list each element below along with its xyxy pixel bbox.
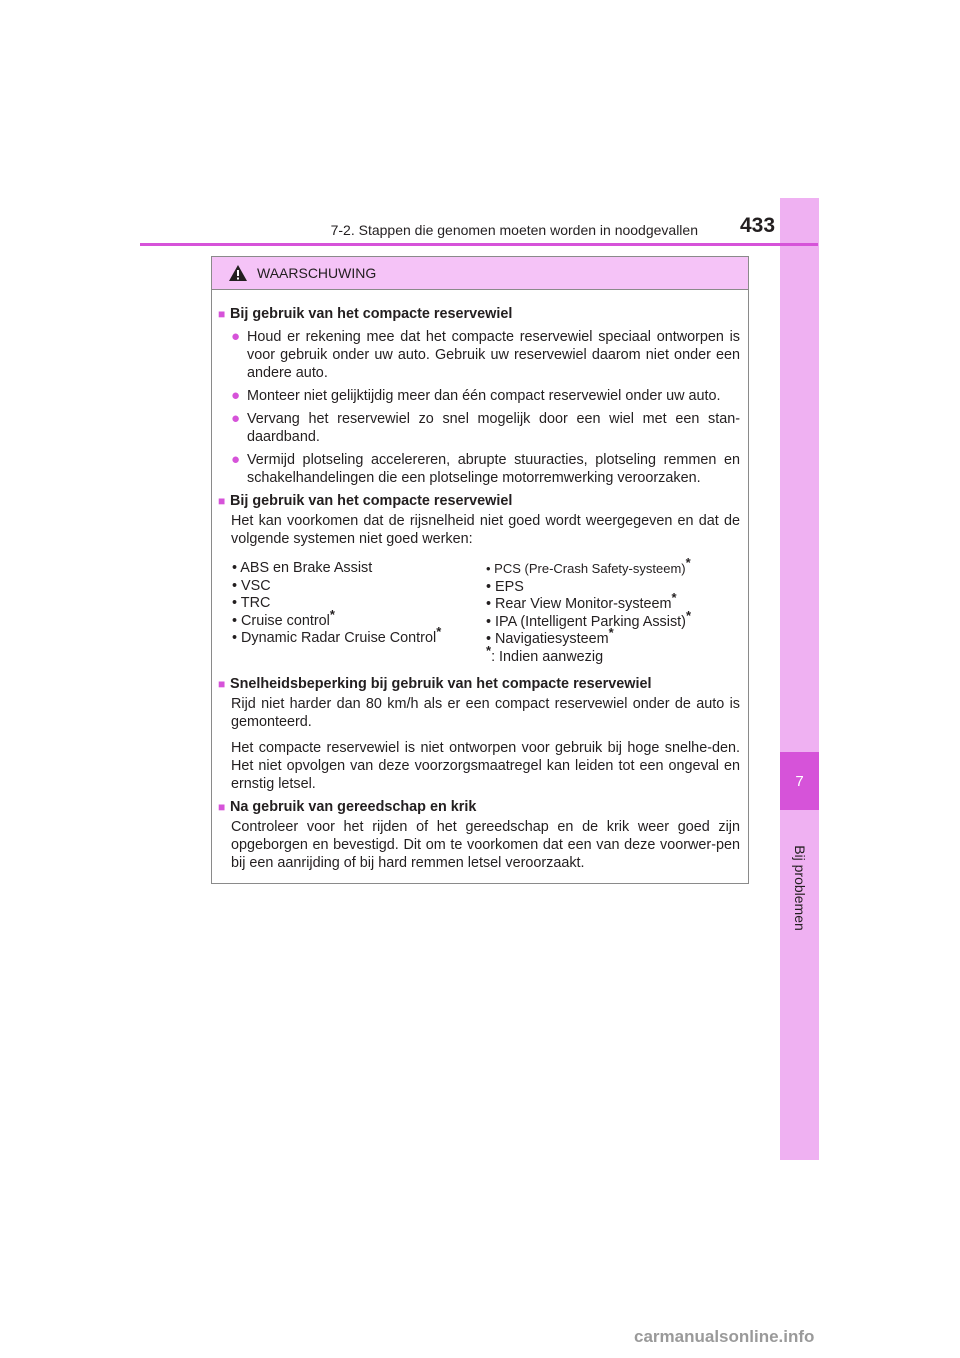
list-item: • IPA (Intelligent Parking Assist)* xyxy=(486,607,691,630)
list-item: • ABS en Brake Assist xyxy=(232,560,373,576)
list-item: • Cruise control* xyxy=(232,606,335,629)
list-item: ● Monteer niet gelijktijdig meer dan één compact reservewiel onder uw auto. xyxy=(231,387,721,404)
asterisk-mark: * xyxy=(486,643,492,659)
section-heading: ■ Na gebruik van gereedschap en krik xyxy=(218,798,477,815)
list-item: • Rear View Monitor-systeem* xyxy=(486,590,677,613)
watermark: carmanualsonline.info xyxy=(634,1327,815,1346)
circle-bullet-icon: ● xyxy=(231,387,241,404)
page-number: 433 xyxy=(740,214,776,237)
list-item: • EPS xyxy=(486,578,524,595)
section-paragraph: Rijd niet harder dan 80 km/h als er een compact reservewiel onder de auto is gemonteerd. xyxy=(231,695,740,730)
list-item: • TRC xyxy=(232,595,271,612)
asterisk-mark: * xyxy=(685,555,691,571)
list-item: ● Houd er rekening mee dat het compacte reservewiel speciaal ontworpen is voor gebruik onder uw auto. Gebruik uw reservewiel daarom niet onder een andere auto. xyxy=(231,328,740,381)
running-title: 7-2. Stappen die genomen moeten worden in noodgevallen xyxy=(330,222,698,238)
asterisk-mark: * xyxy=(685,607,691,623)
side-tab xyxy=(780,198,819,1160)
section-heading: ■ Bij gebruik van het compacte reservewiel xyxy=(218,306,513,322)
list-item: • Navigatiesysteem* xyxy=(486,625,614,648)
warning-title: WAARSCHUWING xyxy=(257,265,377,281)
asterisk-mark: * xyxy=(436,624,442,640)
section-paragraph: Controleer voor het rijden of het gereedschap en de krik weer goed zijn opgeborgen en bevestigd. Dit om te voorkomen dat een van deze voorwer-pen bij een aanrijding of bij hard remmen letsel veroorzaakt. xyxy=(231,818,740,871)
square-bullet-icon: ■ xyxy=(218,494,226,508)
list-item: ● Vervang het reservewiel zo snel mogelijk door een wiel met een stan-daardband. xyxy=(231,410,740,445)
square-bullet-icon: ■ xyxy=(218,676,226,691)
circle-bullet-icon: ● xyxy=(231,328,241,345)
systems-list-right xyxy=(486,555,740,667)
asterisk-mark: * xyxy=(671,590,677,606)
systems-list-left xyxy=(232,560,486,667)
warning-triangle-icon xyxy=(228,264,248,282)
list-item: • PCS (Pre-Crash Safety-systeem)* xyxy=(486,555,691,576)
chapter-title: Bij problemen xyxy=(792,845,808,931)
circle-bullet-icon: ● xyxy=(231,451,241,468)
systems-list xyxy=(218,555,740,667)
header-rule xyxy=(140,243,818,246)
square-bullet-icon: ■ xyxy=(218,799,226,814)
list-item: • VSC xyxy=(232,577,271,594)
square-bullet-icon: ■ xyxy=(218,307,226,321)
warning-header xyxy=(212,257,748,290)
warning-content xyxy=(212,290,748,872)
warning-box xyxy=(211,256,749,884)
section-paragraph: Het compacte reservewiel is niet ontworpen voor gebruik bij hoge snelhe-den. Het niet opvolgen van deze voorzorgsmaatregel kan leiden tot een ongeval en ernstig letsel. xyxy=(231,739,740,792)
footnote: *: Indien aanwezig xyxy=(486,643,604,665)
section-heading: ■ Bij gebruik van het compacte reservewiel xyxy=(218,493,513,509)
chapter-number-tab: 7 xyxy=(780,752,819,810)
asterisk-mark: * xyxy=(329,606,335,622)
circle-bullet-icon: ● xyxy=(231,410,241,427)
list-item: • Dynamic Radar Cruise Control* xyxy=(232,624,442,647)
section-paragraph: Het kan voorkomen dat de rijsnelheid niet goed wordt weergegeven en dat de volgende systemen niet goed werken: xyxy=(231,513,740,547)
asterisk-mark: * xyxy=(608,625,614,641)
section-heading: ■ Snelheidsbeperking bij gebruik van het compacte reservewiel xyxy=(218,675,652,692)
list-item: ● Vermijd plotseling accelereren, abrupte stuuracties, plotseling remmen en schakelhandelingen die een plotselinge motorremwerking veroorzaken. xyxy=(231,451,740,486)
